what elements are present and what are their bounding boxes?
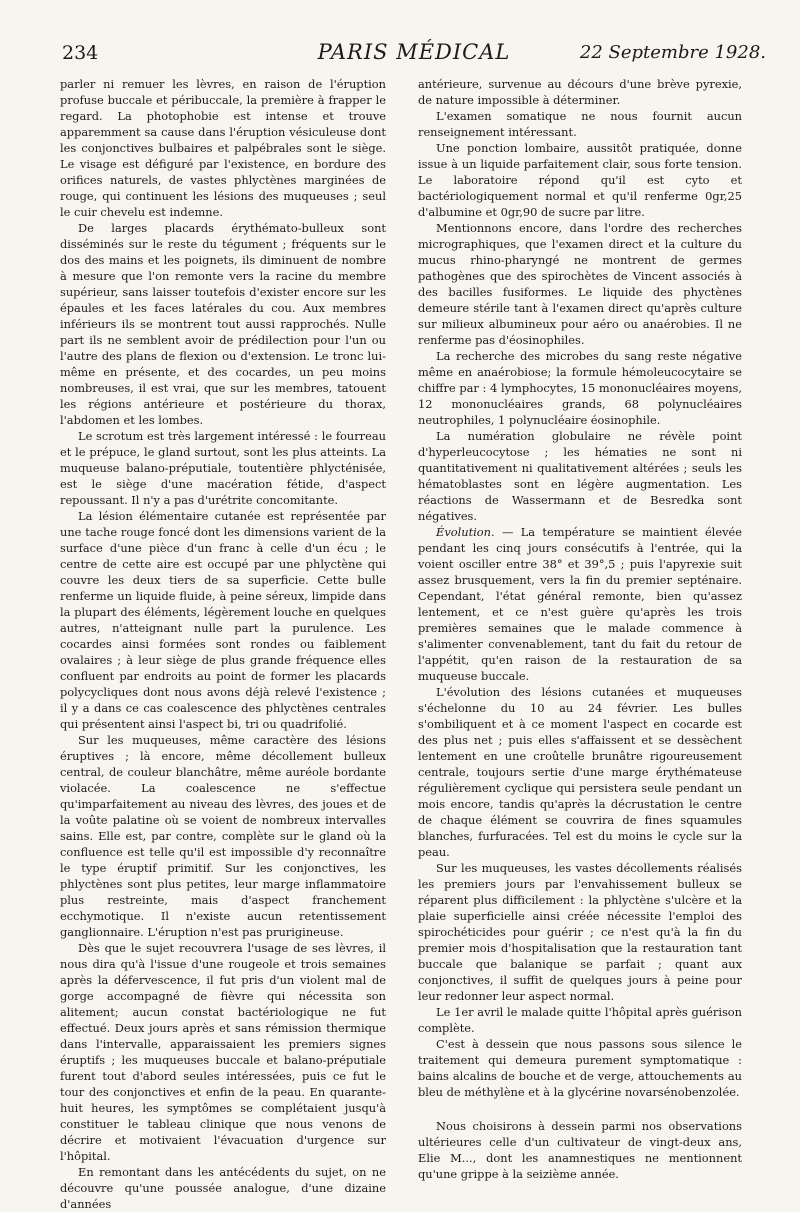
- evolution-paragraph: [418, 524, 742, 684]
- paragraph: Dès que le sujet recouvrera l'usage de ses lèvres, il nous dira qu'à l'issue d'une rougeole et trois semaines après la défervescence, il fut pris d'un violent mal de gorge accompagné de fièvre qui nécessita son alitement; aucun constat bactériologique ne fut effectué. Deux jours après et sans rémission thermique dans l'intervalle, apparaissaient les premiers signes éruptifs ; les muqueuses buccale et balano-préputiale furent tout d'abord seules intéressées, puis ce fut le tour des conjonctives et enfin de la peau. En quarante-huit heures, les symptômes se complétaient jusqu'à constituer le tableau clinique que nous venons de décrire et motivaient l'évacuation d'urgence sur l'hôpital.: [60, 941, 386, 1163]
- page-header: [62, 38, 766, 70]
- paragraph: Sur les muqueuses, même caractère des lésions éruptives ; là encore, même décollement bulleux central, de couleur blanchâtre, même auréole bordante violacée. La coalescence ne s'effectue qu'imparfaitement au niveau des lèvres, des joues et de la voûte palatine où se voient de nombreux intervalles sains. Elle est, par contre, complète sur le gland où la confluence est telle qu'il est impossible d'y reconnaître le type éruptif primitif. Sur les conjonctives, les phlyctènes sont plus petites, leur marge inflammatoire plus restreinte, mais d'aspect franchement ecchymotique. Il n'existe aucun retentissement ganglionnaire. L'éruption n'est pas prurigineuse.: [60, 733, 386, 939]
- paragraph: La lésion élémentaire cutanée est représentée par une tache rouge foncé dont les dimensions varient de la surface d'une pièce d'un franc à celle d'un écu ; le centre de cette aire est occupé par une phlyctène qui couvre les deux tiers de sa superficie. Cette bulle renferme un liquide fluide, à peine séreux, limpide dans la plupart des éléments, légèrement louche en quelques autres, n'atteignant nulle part la purulence. Les cocardes ainsi formées sont rondes ou faiblement ovalaires ; à leur siège de plus grande fréquence elles confluent par endroits au point de former les placards polycycliques dont nous avons déjà relevé l'existence ; il y a dans ce cas coalescence des phlyctènes centrales qui présentent ainsi l'aspect bi, tri ou quadrifolié.: [60, 509, 386, 731]
- paragraph: antérieure, survenue au décours d'une brève pyrexie, de nature impossible à déterminer.: [418, 77, 742, 107]
- paragraph: Nous choisirons à dessein parmi nos observations ultérieures celle d'un cultivateur de vingt-deux ans, Elie M..., dont les anamnestiques ne mentionnent qu'une grippe à la seizième année.: [418, 1119, 742, 1181]
- paragraph: Le scrotum est très largement intéressé : le fourreau et le prépuce, le gland surtout, sont les plus atteints. La muqueuse balano-préputiale, toutentière phlycténisée, est le siège d'une macération fétide, d'aspect repoussant. Il n'y a pas d'urétrite concomitante.: [60, 429, 386, 507]
- evolution-label: Évolution.: [436, 525, 495, 539]
- paragraph: La recherche des microbes du sang reste négative même en anaérobiose; la formule hémoleucocytaire se chiffre par : 4 lymphocytes, 15 mononucléaires moyens, 12 mononucléaires grands, 68 polynucléaires neutrophiles, 1 polynucléaire éosinophile.: [418, 349, 742, 427]
- paragraph: En remontant dans les antécédents du sujet, on ne découvre qu'une poussée analogue, d'une dizaine d'années: [60, 1165, 386, 1211]
- paragraph: Sur les muqueuses, les vastes décollements réalisés les premiers jours par l'envahissement bulleux se réparent plus difficilement : la phlyctène s'ulcère et la plaie superficielle ainsi créée nécessite l'emploi des spirochéticides pour guérir ; ce n'est qu'à la fin du premier mois d'hospitalisation que la restauration tant buccale que balanique se parfait ; quant aux conjonctives, il suffit de quelques jours à peine pour leur redonner leur aspect normal.: [418, 861, 742, 1003]
- issue-date: 22 Septembre 1928.: [579, 42, 766, 63]
- paragraph: Mentionnons encore, dans l'ordre des recherches micrographiques, que l'examen direct et la culture du mucus rhino-pharyngé ne montrent de germes pathogènes que des spirochètes de Vincent associés à des bacilles fusiformes. Le liquide des phyctènes demeure stérile tant à l'examen direct qu'après culture sur milieux albumineux pour aéro ou anaérobies. Il ne renferme pas d'éosinophiles.: [418, 221, 742, 347]
- paragraph: La numération globulaire ne révèle point d'hyperleucocytose ; les hématies ne sont ni quantitativement ni qualitativement altérées ; seuls les hématoblastes sont en légère augmentation. Les réactions de Wassermann et de Besredka sont négatives.: [418, 429, 742, 523]
- paragraph: C'est à dessein que nous passons sous silence le traitement qui demeura purement symptomatique : bains alcalins de bouche et de verge, attouchements au bleu de méthylène et à la glycérine novarsénobenzolée.: [418, 1037, 742, 1099]
- right-column: [418, 76, 742, 1182]
- paragraph: parler ni remuer les lèvres, en raison de l'éruption profuse buccale et péribuccale, la première à frapper le regard. La photophobie est intense et trouve apparemment sa cause dans l'éruption vésiculeuse dont les conjonctives bulbaires et palpébrales sont le siège. Le visage est défiguré par l'existence, en bordure des orifices naturels, de vastes phlyctènes marginées de rouge, qui continuent les lésions des muqueuses ; seul le cuir chevelu est indemne.: [60, 77, 386, 219]
- left-column: [60, 76, 386, 1212]
- paragraph: L'évolution des lésions cutanées et muqueuses s'échelonne du 10 au 24 février. Les bulles s'ombiliquent et à ce moment l'aspect en cocarde est des plus net ; puis elles s'affaissent et se dessèchent lentement en une croûtelle brunâtre rigoureusement centrale, toujours sertie d'une marge érythémateuse régulièrement cyclique qui persistera seule pendant un mois encore, tandis qu'après la décrustation le centre de chaque élément se couvrira de fines squamules blanches, furfuracées. Tel est du moins le cycle sur la peau.: [418, 685, 742, 859]
- evolution-text: — La température se maintient élevée pendant les cinq jours consécutifs à l'entrée, qui la voient osciller entre 38° et 39°,5 ; puis l'apyrexie suit assez brusquement, vers la fin du premier septénaire. Cependant, l'état général remonte, bien qu'assez lentement, et ce n'est guère qu'après les trois premières semaines que le malade commence à s'alimenter convenablement, tant du fait du retour de l'appétit, qu'en raison de la restauration de sa muqueuse buccale.: [418, 525, 742, 683]
- paragraph: De larges placards érythémato-bulleux sont disséminés sur le reste du tégument ; fréquents sur le dos des mains et les poignets, ils diminuent de nombre à mesure que l'on remonte vers la racine du membre supérieur, sans laisser toutefois d'exister encore sur les épaules et les faces latérales du cou. Aux membres inférieurs ils se montrent tout aussi rapprochés. Nulle part ils ne semblent avoir de prédilection pour l'un ou l'autre des plans de flexion ou d'extension. Le tronc lui-même en présente, et des cocardes, un peu moins nombreuses, il est vrai, que sur les membres, tatouent les régions antérieure et postérieure du thorax, l'abdomen et les lombes.: [60, 221, 386, 427]
- paragraph: Une ponction lombaire, aussitôt pratiquée, donne issue à un liquide parfaitement clair, sous forte tension. Le laboratoire répond qu'il est cyto et bactériologiquement normal et qu'il renferme 0gr,25 d'albumine et 0gr,90 de sucre par litre.: [418, 141, 742, 219]
- paragraph: L'examen somatique ne nous fournit aucun renseignement intéressant.: [418, 109, 742, 139]
- page-number: 234: [62, 42, 99, 64]
- journal-title: PARIS MÉDICAL: [317, 40, 511, 64]
- paragraph: Le 1er avril le malade quitte l'hôpital après guérison complète.: [418, 1005, 742, 1035]
